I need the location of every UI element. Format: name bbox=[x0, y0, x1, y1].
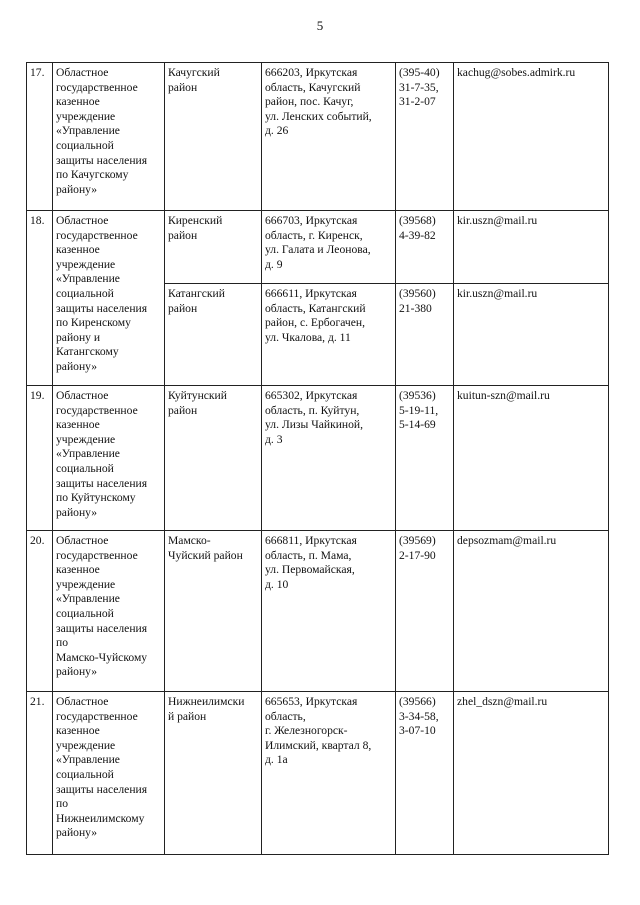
district-name: Киренский район bbox=[165, 211, 262, 284]
postal-address: 665302, Иркутская область, п. Куйтун, ул. Лизы Чайкиной, д. 3 bbox=[262, 386, 396, 531]
phone-number: (39568) 4-39-82 bbox=[396, 211, 454, 284]
district-name: Куйтунский район bbox=[165, 386, 262, 531]
district-name: Мамско- Чуйский район bbox=[165, 531, 262, 692]
institution-name: Областное государственное казенное учреждение «Управление социальной защиты населения по Мамско-Чуйскому району» bbox=[53, 531, 165, 692]
phone-number: (39566) 3-34-58, 3-07-10 bbox=[396, 692, 454, 855]
phone-number: (39536) 5-19-11, 5-14-69 bbox=[396, 386, 454, 531]
email-address: kuitun-szn@mail.ru bbox=[454, 386, 609, 531]
institution-name: Областное государственное казенное учреждение «Управление социальной защиты населения по Куйтунскому району» bbox=[53, 386, 165, 531]
email-address: depsozmam@mail.ru bbox=[454, 531, 609, 692]
row-number: 21. bbox=[27, 692, 53, 855]
institution-name: Областное государственное казенное учреждение «Управление социальной защиты населения по Нижнеилимскому району» bbox=[53, 692, 165, 855]
institution-name: Областное государственное казенное учреждение «Управление социальной защиты населения по Качугскому району» bbox=[53, 63, 165, 211]
institution-name: Областное государственное казенное учреждение «Управление социальной защиты населения по Киренскому району и Катангскому району» bbox=[53, 211, 165, 386]
email-address: kir.uszn@mail.ru bbox=[454, 211, 609, 284]
row-number: 18. bbox=[27, 211, 53, 386]
postal-address: 666203, Иркутская область, Качугский район, пос. Качуг, ул. Ленских событий, д. 26 bbox=[262, 63, 396, 211]
email-address: kir.uszn@mail.ru bbox=[454, 284, 609, 386]
page-number: 5 bbox=[316, 18, 324, 33]
email-address: zhel_dszn@mail.ru bbox=[454, 692, 609, 855]
table-row bbox=[27, 63, 609, 211]
phone-number: (39569) 2-17-90 bbox=[396, 531, 454, 692]
phone-number: (39560) 21-380 bbox=[396, 284, 454, 386]
postal-address: 666611, Иркутская область, Катангский район, с. Ербогачен, ул. Чкалова, д. 11 bbox=[262, 284, 396, 386]
institutions-table bbox=[26, 62, 609, 855]
table-row bbox=[27, 386, 609, 531]
table-row bbox=[27, 531, 609, 692]
postal-address: 666811, Иркутская область, п. Мама, ул. Первомайская, д. 10 bbox=[262, 531, 396, 692]
row-number: 20. bbox=[27, 531, 53, 692]
row-number: 19. bbox=[27, 386, 53, 531]
district-name: Катангский район bbox=[165, 284, 262, 386]
phone-number: (395-40) 31-7-35, 31-2-07 bbox=[396, 63, 454, 211]
table-row bbox=[27, 211, 609, 284]
postal-address: 666703, Иркутская область, г. Киренск, ул. Галата и Леонова, д. 9 bbox=[262, 211, 396, 284]
row-number: 17. bbox=[27, 63, 53, 211]
district-name: Качугский район bbox=[165, 63, 262, 211]
postal-address: 665653, Иркутская область, г. Железногорск- Илимский, квартал 8, д. 1а bbox=[262, 692, 396, 855]
email-address: kachug@sobes.admirk.ru bbox=[454, 63, 609, 211]
table-row bbox=[27, 692, 609, 855]
district-name: Нижнеилимски й район bbox=[165, 692, 262, 855]
